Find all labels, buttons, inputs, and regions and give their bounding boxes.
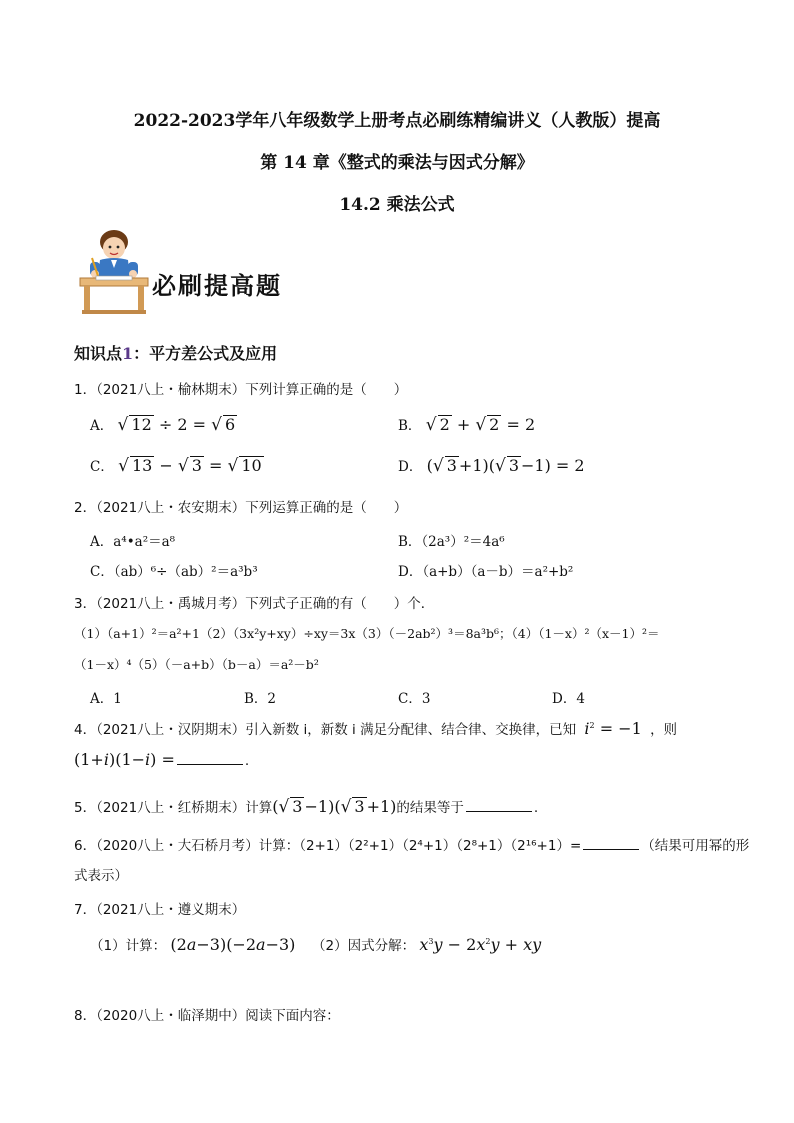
question-3-option-c: C．3 [398,691,431,707]
knowledge-point-label: 知识点 [74,344,123,363]
question-5-text: 5．（2021八上・红桥期末）计算 [74,800,273,816]
question-2-option-a: A．a⁴•a²＝a⁸ [90,534,176,550]
question-7-stem: 7．（2021八上・遵义期末） [74,902,246,918]
question-5-text-post: 的结果等于 [396,800,464,816]
question-3-option-b: B．2 [244,691,277,707]
student-illustration-icon [78,226,150,320]
question-4-line-1: 4．（2021八上・汉阴期末）引入新数 i，新数 i 满足分配律、结合律、交换律，已知 $i^2 = -1$ ，则 [74,719,678,738]
option-a-label: A． [90,418,114,434]
question-7-part-2-label: （2）因式分解： [312,938,416,954]
question-2-option-c: C．（ab）⁶÷（ab）²＝a³b³ [90,564,258,580]
question-2-stem: 2．（2021八上・农安期末）下列运算正确的是（ ） [74,500,408,516]
question-4-text-end: ，则 [650,722,678,738]
question-6-line-1 [74,834,749,854]
question-3-line-1: （1）（a+1）²＝a²+1（2）（3x²y+xy）÷xy＝3x（3）（－2ab²）³＝8a³b⁶；（4）（1－x）²（x－1）²＝ [74,626,660,641]
option-d-label: D． [398,459,423,475]
question-7-part-1-label: （1）计算： [90,938,167,954]
question-2-option-b: B．（2a³）²＝4a⁶ [398,534,505,550]
answer-blank[interactable] [466,799,532,812]
question-1-option-d: D． (√ 3 +1)(√ 3 −1) = 2 [398,456,585,476]
option-b-label: B． [398,418,422,434]
question-4-line-2: (1+i)(1−i) = . [74,750,250,769]
question-8-stem: 8．（2020八上・临泽期中）阅读下面内容： [74,1008,340,1024]
question-6-text-end: （结果可用幂的形 [641,838,750,854]
question-5-end: . [533,800,539,816]
question-1-option-b: B． √ 2 + √ 2 = 2 [398,415,536,435]
section-title: 14.2 乘法公式 [339,195,455,215]
question-1-option-c: C． √ 13 − √ 3 = √ 10 [90,456,262,476]
banner-heading: 必刷提高题 [152,271,282,300]
question-1-stem: 1．（2021八上・榆林期末）下列计算正确的是（ ） [74,382,408,398]
answer-blank[interactable] [583,837,639,850]
option-c-label: C． [90,459,114,475]
question-4-text: 4．（2021八上・汉阴期末）引入新数 i，新数 i 满足分配律、结合律、交换律，已知 [74,722,577,738]
question-2-option-d: D．（a+b）（a－b）＝a²+b² [398,564,574,580]
knowledge-point-heading [74,341,277,364]
knowledge-point-number: 1 [122,344,134,363]
document-title: 2022-2023学年八年级数学上册考点必刷练精编讲义（人教版）提高 [133,111,661,131]
question-6-line-2: 式表示） [74,868,128,884]
question-6-text: 6．（2020八上・大石桥月考）计算：（2+1）（2²+1）（2⁴+1）（2⁸+1）（2¹⁶+1）= [74,838,582,854]
question-7-part-1: （1）计算： (2a−3)(−2a−3) [90,935,296,954]
question-3-option-d: D．4 [552,691,585,707]
question-3-option-a: A．1 [90,691,122,707]
chapter-title: 第 14 章《整式的乘法与因式分解》 [260,153,534,173]
question-3-stem: 3．（2021八上・禹城月考）下列式子正确的有（ ）个． [74,596,435,612]
question-5: 5．（2021八上・红桥期末）计算(√ 3 −1)(√ 3 +1)的结果等于 . [74,797,539,817]
question-1-option-a: A． √ 12 ÷ 2 = √ 6 [90,415,236,435]
knowledge-point-text: ：平方差公式及应用 [133,344,278,363]
question-3-line-2: （1－x）⁴（5）（－a+b）（b－a）＝a²－b² [74,657,319,672]
answer-blank[interactable] [177,752,243,765]
question-7-part-2: （2）因式分解： $x^3y - 2x^2y$ + xy [312,935,542,954]
